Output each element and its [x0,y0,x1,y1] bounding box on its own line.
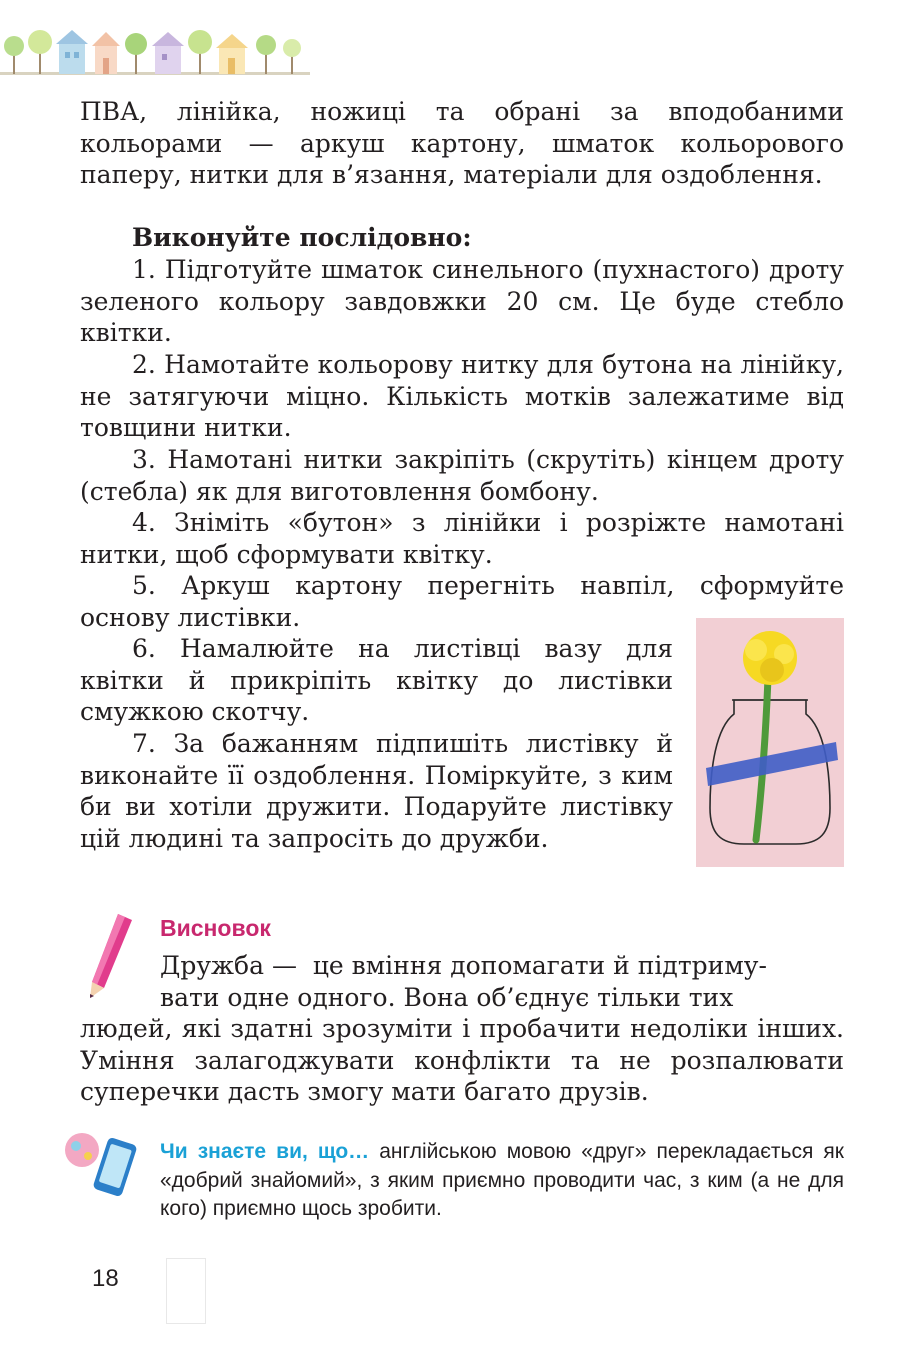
materials-paragraph: ПВА, лінійка, ножиці та обрані за вподобаними кольорами — аркуш картону, шматок кольорового паперу, нитки для в’язання, матеріали для оздоблення. [80,97,844,189]
house-icon [152,32,184,74]
pencil-icon [84,912,134,1000]
conclusion-line-1: Дружба — це вміння допомагати й підтриму- [160,951,767,980]
tree-icon [188,30,212,74]
tree-icon [283,39,301,74]
tree-icon [28,30,52,74]
header-banner-illustration [0,22,310,80]
page-corner-box [166,1258,206,1324]
smartphone-icon [62,1128,142,1200]
flower-card-photo [696,618,844,867]
step-3: 3. Намотані нитки закріпіть (скрутіть) кінцем дроту (стебла) як для виготовлення бомбону. [80,445,844,506]
did-you-know-lead: Чи знаєте ви, що… [160,1140,370,1163]
did-you-know-paragraph [160,1138,844,1224]
did-you-know-text: англійською мовою «друг» перекладається як «добрий знайомий», з яким приємно проводити час, з ким (а не для кого) приємно щось зробити. [160,1140,844,1220]
tree-icon [256,35,276,74]
house-icon [216,34,248,74]
tree-icon [125,33,147,74]
step-4: 4. Зніміть «бутон» з лінійки і розріжте намотані нитки, щоб сформувати квітку. [80,508,844,569]
step-7: 7. За бажанням підпишіть листівку й виконайте її оздоблення. Поміркуйте, з ким би ви хотіли дружити. Подаруйте листівку цій людині та запросіть до дружби. [80,729,673,853]
house-icon [92,32,120,74]
step-1: 1. Підготуйте шматок синельного (пухнастого) дроту зеленого кольору завдовжки 20 см. Це буде стебло квітки. [80,255,844,347]
tree-icon [4,36,24,74]
steps-heading: Виконуйте послідовно: [132,223,472,252]
conclusion-rest: людей, які здатні зрозуміти і пробачити недоліки інших. Уміння залагоджувати конфлікти та не розпалювати суперечки дасть змогу мати багато друзів. [80,1014,844,1106]
step-5: 5. Аркуш картону перегніть навпіл, сформуйте основу листівки. [80,571,844,632]
step-6: 6. Намалюйте на листівці вазу для квітки й прикріпіть квітку до листівки смужкою скотчу. [80,634,673,726]
page-number: 18 [92,1265,119,1292]
house-icon [56,30,88,74]
conclusion-line-2: вати одне одного. Вона об’єднує тільки тих [160,983,734,1012]
conclusion-title: Висновок [160,915,271,941]
step-2: 2. Намотайте кольорову нитку для бутона на лінійку, не затягуючи міцно. Кількість мотків залежатиме від товщини нитки. [80,350,844,442]
